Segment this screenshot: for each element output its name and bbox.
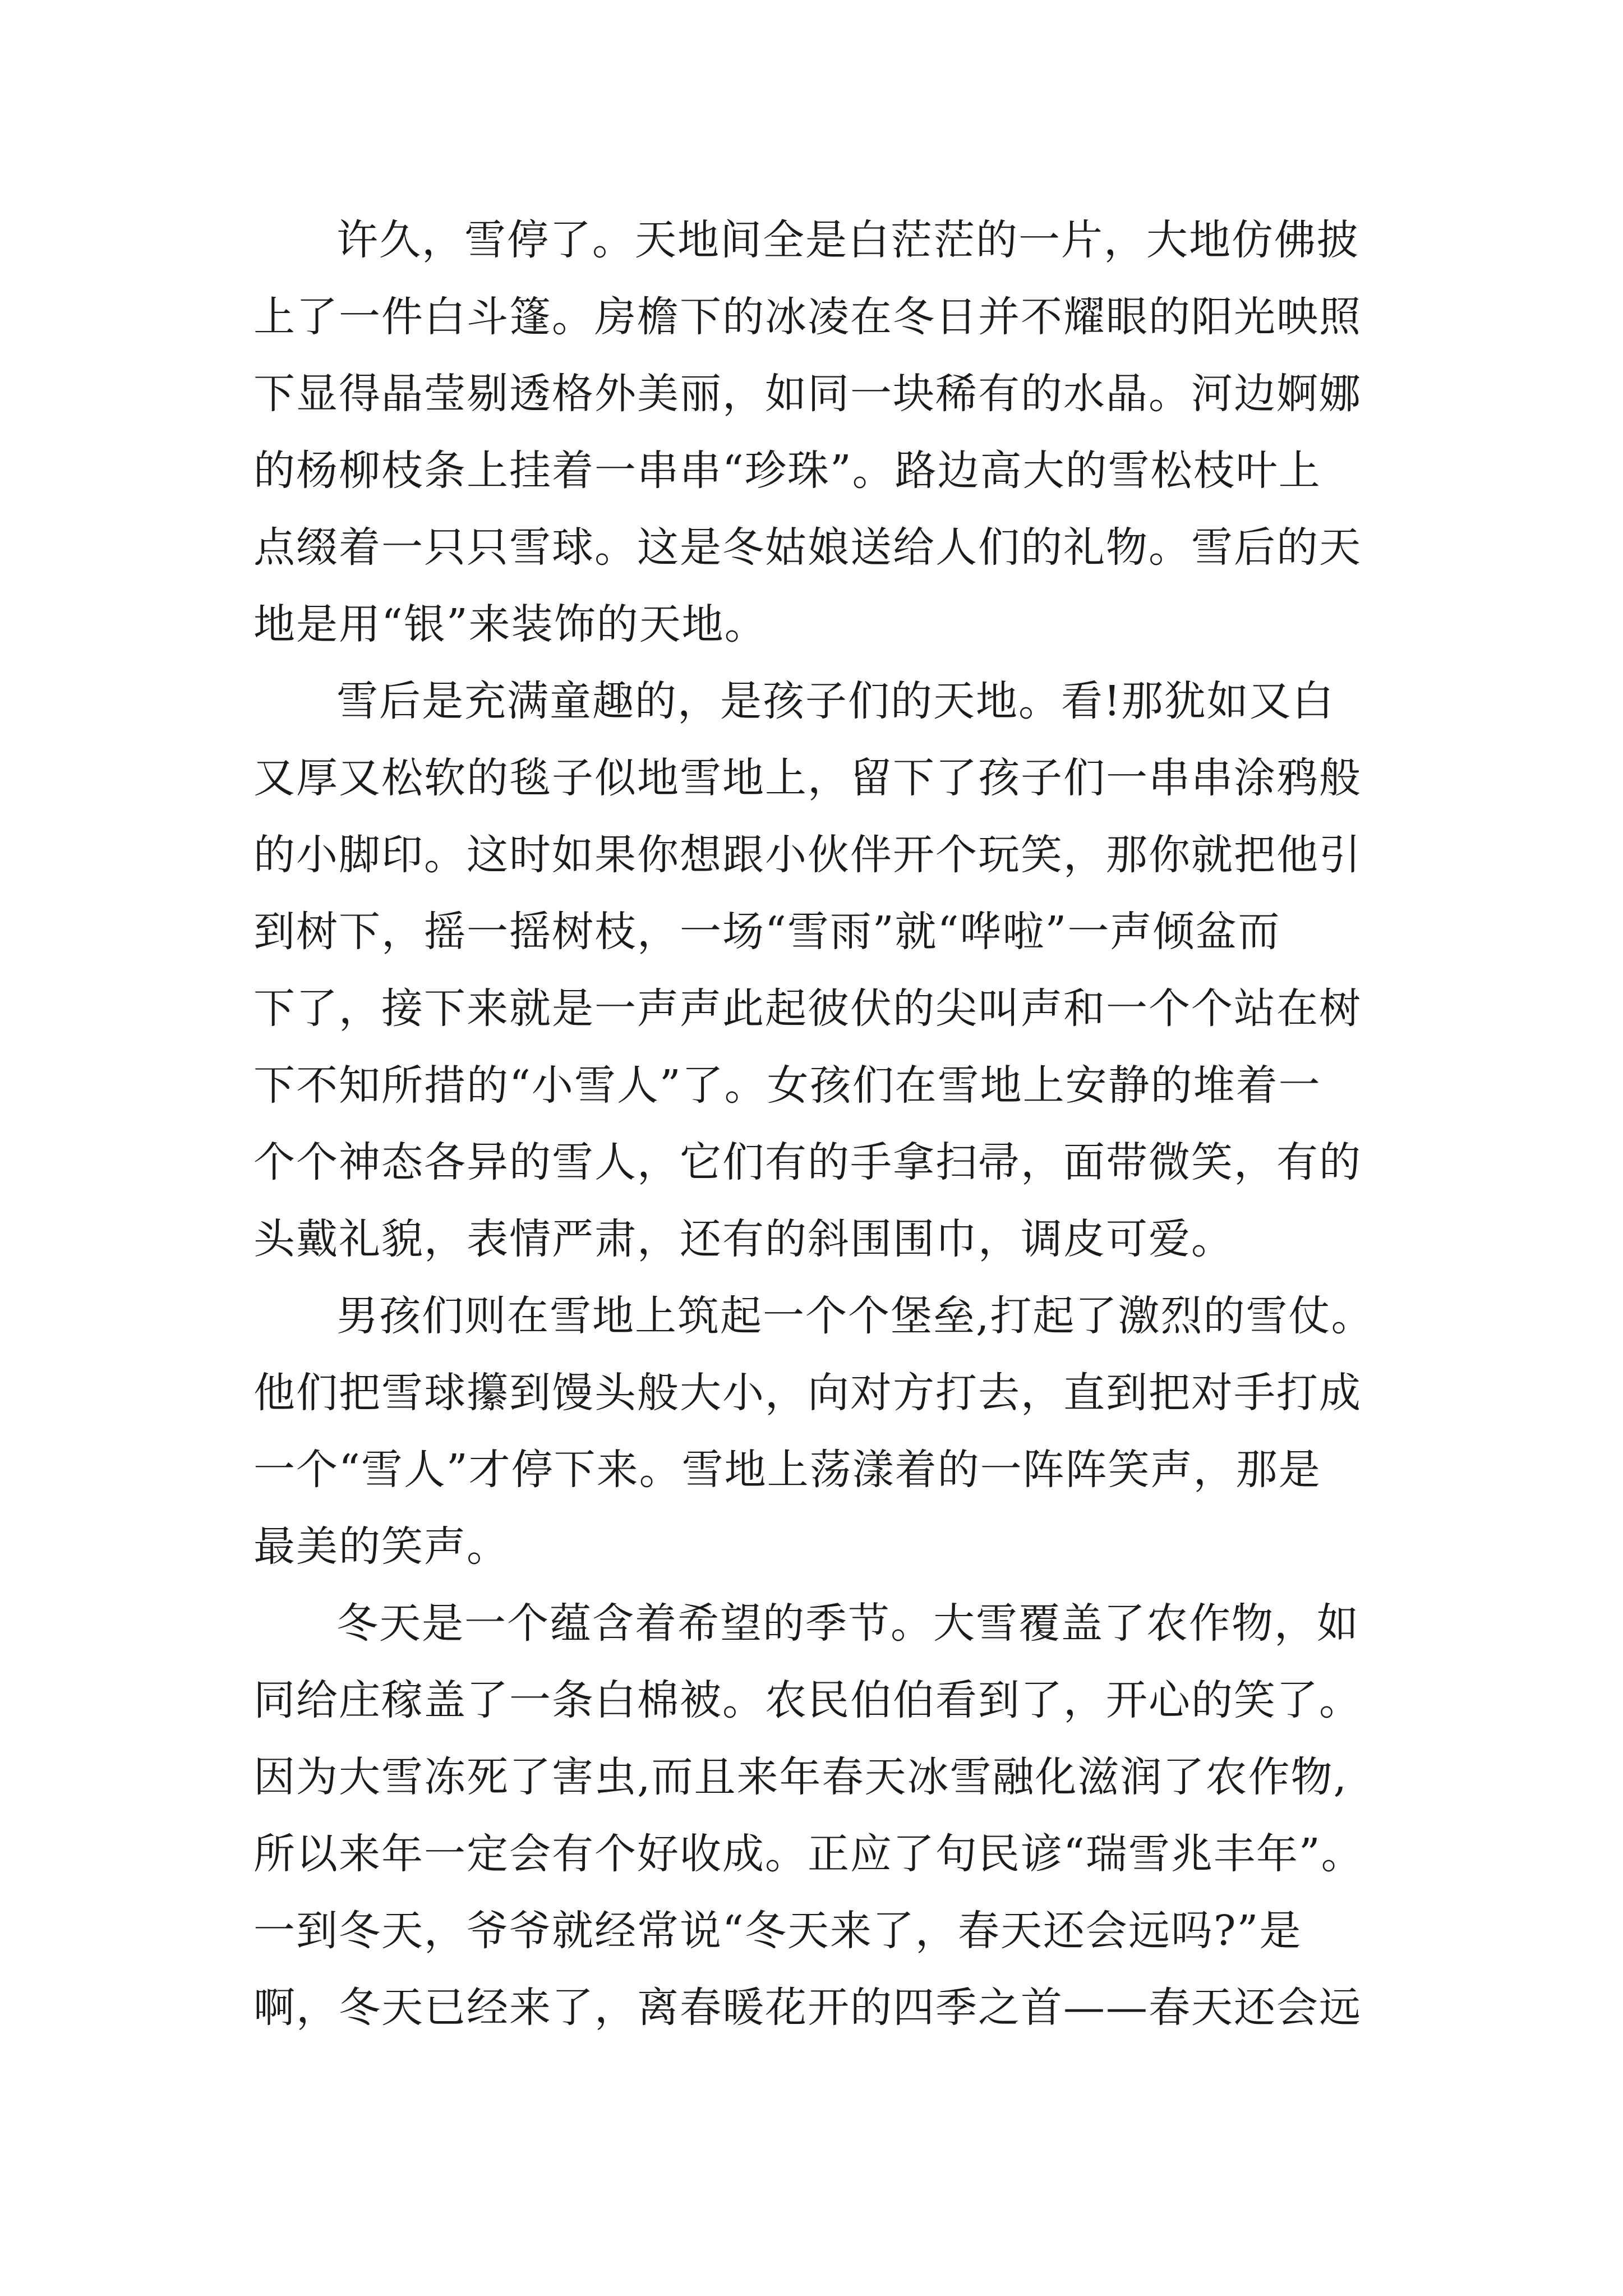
- text-line: 到树下，摇一摇树枝，一场“雪雨”就“哗啦”一声倾盆而: [253, 908, 1281, 956]
- text-line: 一个“雪人”才停下来。雪地上荡漾着的一阵阵笑声，那是: [253, 1446, 1321, 1494]
- body-text: [253, 202, 1375, 2046]
- text-line: 地是用“银”来装饰的天地。: [253, 600, 767, 648]
- text-line: 雪后是充满童趣的，是孩子们的天地。看!那犹如又白: [336, 677, 1335, 725]
- paragraph-1: [253, 202, 1375, 663]
- text-line: 因为大雪冻死了害虫,而且来年春天冰雪融化滋润了农作物,: [253, 1753, 1348, 1801]
- text-line: 男孩们则在雪地上筑起一个个堡垒,打起了激烈的雪仗。: [336, 1292, 1374, 1340]
- text-line: 他们把雪球攥到馒头般大小，向对方打去，直到把对手打成: [253, 1369, 1362, 1417]
- text-line: 同给庄稼盖了一条白棉被。农民伯伯看到了，开心的笑了。: [253, 1676, 1362, 1724]
- text-line: 点缀着一只只雪球。这是冬姑娘送给人们的礼物。雪后的天: [253, 523, 1362, 572]
- text-line: 啊，冬天已经来了，离春暖花开的四季之首——春天还会远: [253, 1984, 1362, 2032]
- paragraph-4: [253, 1585, 1375, 2046]
- text-line: 的杨柳枝条上挂着一串串“珍珠”。路边高大的雪松枝叶上: [253, 447, 1321, 495]
- text-line: 上了一件白斗篷。房檐下的冰凌在冬日并不耀眼的阳光映照: [253, 293, 1362, 341]
- text-line: 最美的笑声。: [253, 1522, 509, 1571]
- text-line: 下了，接下来就是一声声此起彼伏的尖叫声和一个个站在树: [253, 984, 1362, 1033]
- text-line: 的小脚印。这时如果你想跟小伙伴开个玩笑，那你就把他引: [253, 831, 1362, 879]
- text-line: 下显得晶莹剔透格外美丽，如同一块稀有的水晶。河边婀娜: [253, 370, 1362, 418]
- text-line: 个个神态各异的雪人，它们有的手拿扫帚，面带微笑，有的: [253, 1138, 1362, 1186]
- paragraph-2: [253, 663, 1375, 1278]
- text-line: 又厚又松软的毯子似地雪地上，留下了孩子们一串串涂鸦般: [253, 754, 1362, 802]
- text-line: 一到冬天，爷爷就经常说“冬天来了，春天还会远吗?”是: [253, 1907, 1302, 1955]
- paragraph-3: [253, 1278, 1375, 1585]
- text-line: 所以来年一定会有个好收成。正应了句民谚“瑞雪兆丰年”。: [253, 1830, 1364, 1878]
- text-line: 头戴礼貌，表情严肃，还有的斜围围巾，调皮可爱。: [253, 1215, 1234, 1263]
- text-line: 许久，雪停了。天地间全是白茫茫的一片，大地仿佛披: [336, 216, 1359, 264]
- text-line: 下不知所措的“小雪人”了。女孩们在雪地上安静的堆着一: [253, 1061, 1321, 1110]
- text-line: 冬天是一个蕴含着希望的季节。大雪覆盖了农作物，如: [336, 1599, 1359, 1648]
